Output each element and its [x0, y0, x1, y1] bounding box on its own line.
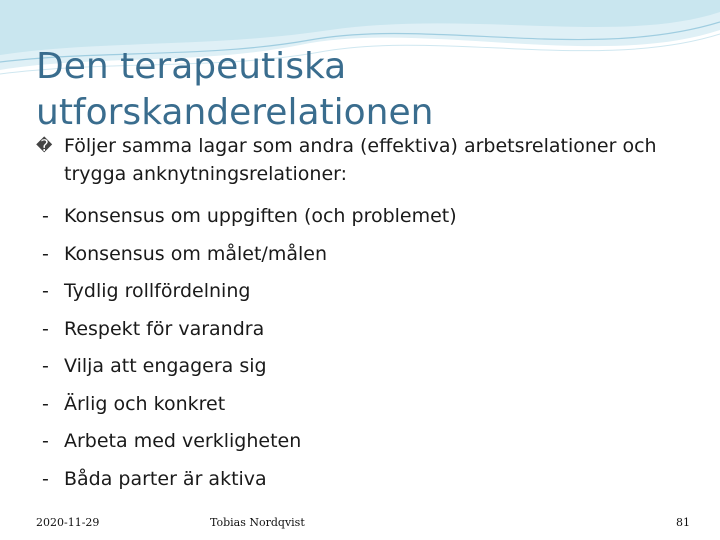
list-item-text: Konsensus om målet/målen [64, 242, 327, 265]
list-item [36, 423, 706, 461]
dash-bullet: - [42, 205, 49, 227]
list-item [36, 311, 706, 349]
list-item [36, 273, 706, 311]
lead-text: Följer samma lagar som andra (effektiva) arbetsrelationer och trygga anknytningsrelationer: [64, 135, 657, 185]
list-item-text: Båda parter är aktiva [64, 467, 267, 490]
list-item-text: Tydlig rollfördelning [64, 280, 251, 302]
dash-bullet: - [42, 467, 49, 490]
slide-title-line-2: utforskanderelationen [36, 92, 434, 133]
dash-bullet: - [42, 430, 49, 452]
list-item-text: Vilja att engagera sig [64, 355, 267, 377]
list-item-text: Arbeta med verkligheten [64, 430, 302, 452]
footer-date: 2020-11-29 [36, 516, 100, 529]
list-item-text: Ärlig och konkret [64, 392, 226, 415]
dash-bullet: - [42, 392, 49, 415]
list-item [36, 236, 706, 274]
lead-bullet: � [36, 136, 53, 155]
list-item-text: Respekt för varandra [64, 317, 265, 340]
dash-bullet: - [42, 317, 49, 340]
page-number: 81 [676, 516, 690, 529]
dash-bullet: - [42, 242, 49, 265]
slide-title-line-1: Den terapeutiska [36, 46, 347, 87]
footer-author: Tobias Nordqvist [210, 516, 305, 529]
list-item [36, 386, 706, 424]
dash-bullet: - [42, 280, 49, 302]
dash-bullet: - [42, 355, 49, 377]
list-item [36, 198, 706, 236]
list-item [36, 348, 706, 386]
lead-paragraph [36, 132, 706, 188]
slide-body [36, 132, 706, 498]
list-item [36, 461, 706, 499]
slide-title [36, 44, 696, 136]
list-item-text: Konsensus om uppgiften (och problemet) [64, 205, 457, 227]
